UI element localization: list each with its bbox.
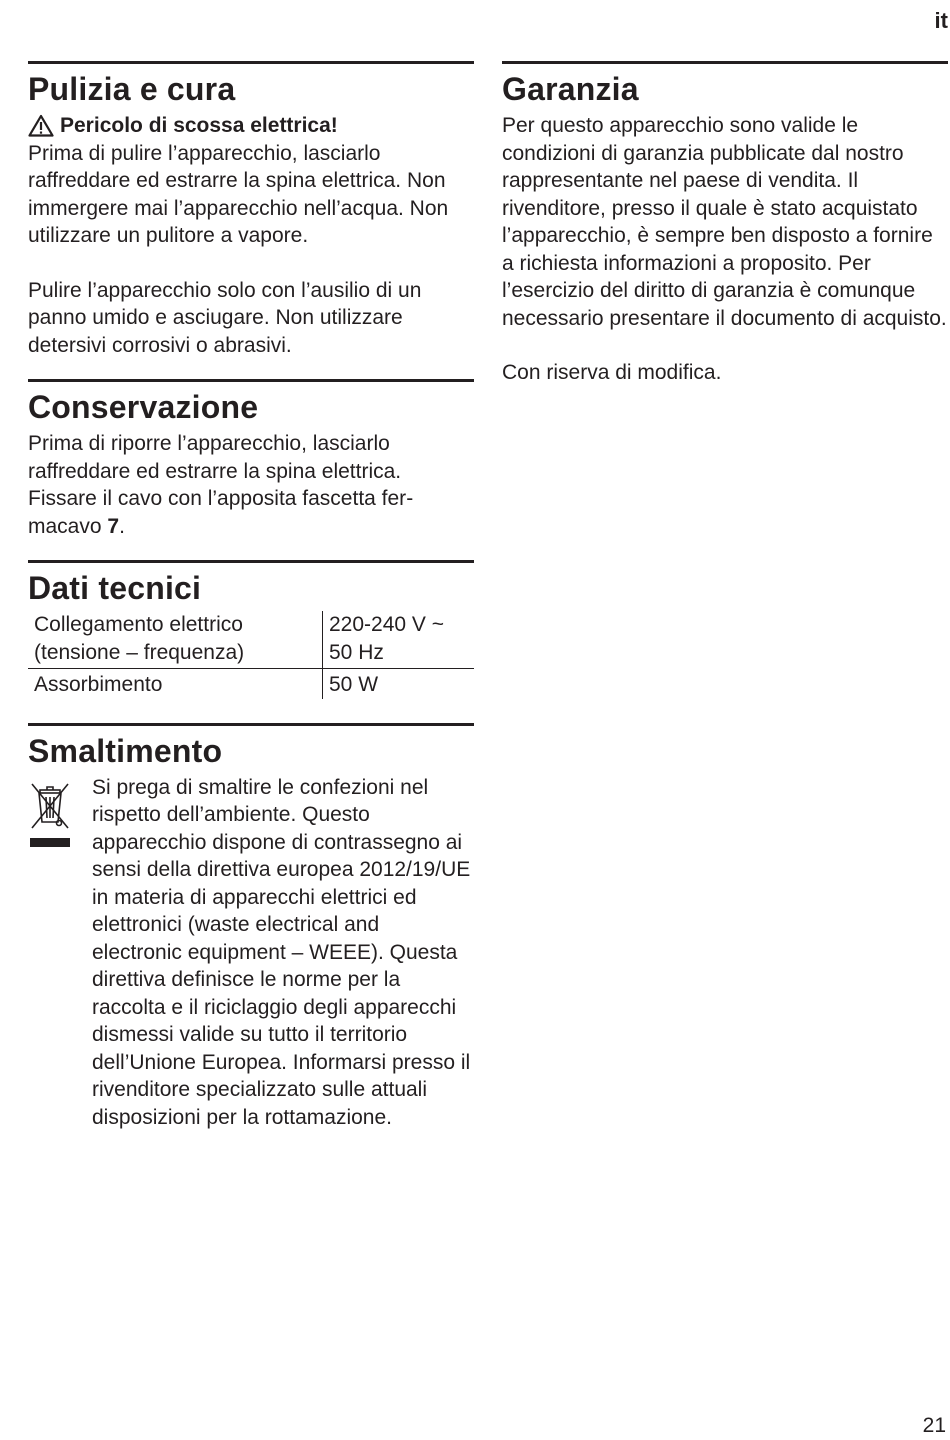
disposal-text: Si prega di smaltire le confezioni nel rispetto dell’ambiente. Questo apparecchio dispone di contrassegno ai sensi della direttiva europea 2012/19/UE in materia di apparecchi elettrici ed elettronici (waste electrical and electronic equipment – WEEE). Questa direttiva definisce le norme per la raccolta e il riciclaggio degli apparecchi dismessi valide su tutto il territorio dell’Unione Europea. Informarsi presso il rivenditore specializzato sulle attuali disposizioni per la rottamazione. bbox=[92, 775, 471, 1129]
disposal-body bbox=[28, 774, 474, 1132]
cleaning-paragraph-2: Pulire l’apparecchio solo con l’ausilio di un panno umido e asciugare. Non utilizzare detersivi corrosivi o abrasivi. bbox=[28, 278, 422, 357]
storage-title: Conservazione bbox=[28, 389, 259, 425]
warning-line bbox=[28, 112, 474, 140]
technical-table bbox=[28, 611, 474, 699]
cleaning-paragraph-1: Prima di pulire l’apparecchio, lasciarlo raffreddare ed estrarre la spina elettrica. Non immergere mai l’apparecchio nell’acqua. Non utilizzare un pulitore a vapore. bbox=[28, 141, 449, 247]
section-disposal bbox=[28, 723, 474, 1132]
section-warranty bbox=[502, 61, 948, 387]
technical-title: Dati tecnici bbox=[28, 570, 202, 606]
section-technical-data bbox=[28, 560, 474, 699]
warranty-paragraph-1: Per questo apparecchio sono valide le condizioni di garanzia pubblicate dal nostro rappresentante nel paese di vendita. Il rivenditore, presso il quale è stato acquistato l’apparecchio, è sempre ben disposto a fornire a richiesta informazioni a proposito. Per l’esercizio del diritto di garanzia è comunque necessario presentare il documento di acquisto. bbox=[502, 114, 947, 330]
left-column bbox=[28, 61, 474, 1131]
section-cleaning bbox=[28, 61, 474, 359]
storage-paragraph bbox=[28, 430, 474, 540]
spec-value: 220-240 V ~ 50 Hz bbox=[323, 611, 475, 669]
warning-triangle-icon bbox=[28, 114, 54, 137]
warranty-title: Garanzia bbox=[502, 71, 639, 107]
right-column bbox=[502, 61, 948, 387]
storage-text: Prima di riporre l’apparecchio, lasciarlo raffreddare ed estrarre la spina elettrica. Fissare il cavo con l’apposita fascetta fermacavo bbox=[28, 432, 414, 538]
warning-text: Pericolo di scossa elettrica! bbox=[60, 114, 338, 137]
section-storage bbox=[28, 379, 474, 540]
warranty-paragraph-2: Con riserva di modifica. bbox=[502, 361, 722, 384]
table-row bbox=[28, 669, 474, 699]
weee-crossed-bin-icon bbox=[28, 774, 76, 1132]
storage-text-end: . bbox=[119, 514, 125, 538]
cable-clip-reference: 7 bbox=[107, 514, 120, 538]
table-row bbox=[28, 611, 474, 669]
spec-label: Collegamento elettrico (tensione – frequenza) bbox=[28, 611, 323, 669]
spec-value: 50 W bbox=[329, 673, 379, 696]
page-number: 21 bbox=[922, 1414, 946, 1437]
disposal-title: Smaltimento bbox=[28, 732, 223, 769]
cleaning-title: Pulizia e cura bbox=[28, 71, 236, 107]
language-tag: it bbox=[934, 8, 948, 33]
spec-label: Assorbimento bbox=[28, 669, 323, 699]
